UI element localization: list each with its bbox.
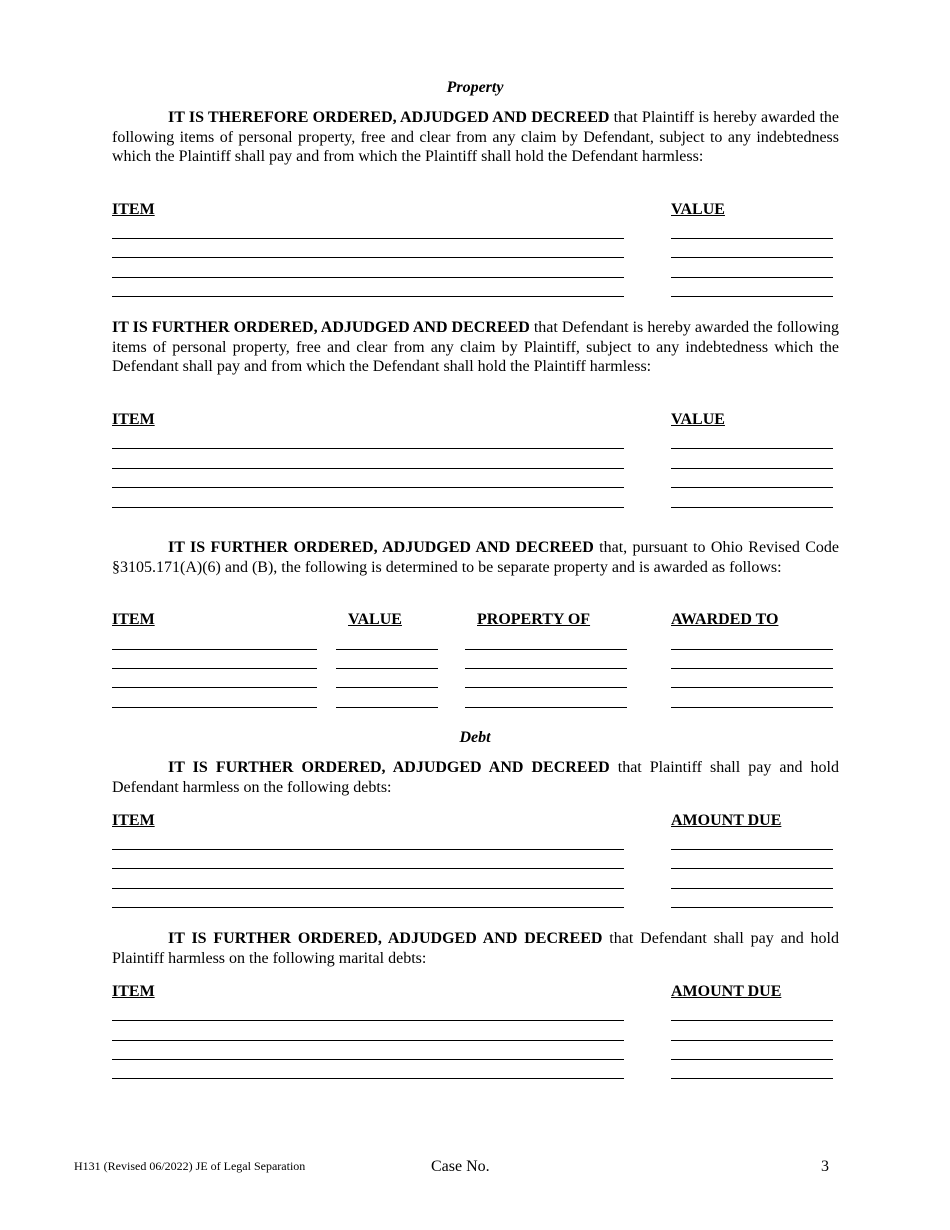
value-blank-line[interactable] xyxy=(671,507,833,508)
property-of-blank-line[interactable] xyxy=(465,687,627,688)
awarded-to-blank-line[interactable] xyxy=(671,687,833,688)
item-blank-line[interactable] xyxy=(112,296,624,297)
plaintiff-property-paragraph xyxy=(112,108,839,167)
item-blank-line[interactable] xyxy=(112,487,624,488)
value-blank-line[interactable] xyxy=(671,257,833,258)
value-blank-line[interactable] xyxy=(336,649,438,650)
item-blank-line[interactable] xyxy=(112,668,317,669)
property-of-blank-line[interactable] xyxy=(465,668,627,669)
form-identifier: H131 (Revised 06/2022) JE of Legal Separation xyxy=(74,1159,306,1173)
defendant-property-paragraph xyxy=(112,318,839,377)
item-column-header: ITEM xyxy=(112,812,155,829)
item-blank-line[interactable] xyxy=(112,687,317,688)
awarded-to-column-header: AWARDED TO xyxy=(671,611,779,628)
awarded-to-blank-line[interactable] xyxy=(671,649,833,650)
item-blank-line[interactable] xyxy=(112,238,624,239)
amount-blank-line[interactable] xyxy=(671,888,833,889)
item-blank-line[interactable] xyxy=(112,849,624,850)
value-blank-line[interactable] xyxy=(336,668,438,669)
order-text: that Defendant shall pay and hold Plaintiff harmless on the following marital debts: xyxy=(112,930,839,967)
item-blank-line[interactable] xyxy=(112,868,624,869)
value-column-header: VALUE xyxy=(671,411,725,428)
value-blank-line[interactable] xyxy=(336,707,438,708)
property-of-blank-line[interactable] xyxy=(465,707,627,708)
value-column-header: VALUE xyxy=(348,611,402,628)
value-blank-line[interactable] xyxy=(671,277,833,278)
item-column-header: ITEM xyxy=(112,983,155,1000)
item-blank-line[interactable] xyxy=(112,1040,624,1041)
item-blank-line[interactable] xyxy=(112,277,624,278)
order-lead: IT IS FURTHER ORDERED, ADJUDGED AND DECREED xyxy=(112,319,530,336)
amount-blank-line[interactable] xyxy=(671,849,833,850)
awarded-to-blank-line[interactable] xyxy=(671,668,833,669)
property-of-blank-line[interactable] xyxy=(465,649,627,650)
amount-blank-line[interactable] xyxy=(671,868,833,869)
item-blank-line[interactable] xyxy=(112,1059,624,1060)
value-blank-line[interactable] xyxy=(671,448,833,449)
value-blank-line[interactable] xyxy=(671,487,833,488)
item-blank-line[interactable] xyxy=(112,257,624,258)
item-blank-line[interactable] xyxy=(112,707,317,708)
value-column-header: VALUE xyxy=(671,201,725,218)
plaintiff-debts-paragraph xyxy=(112,758,839,797)
item-blank-line[interactable] xyxy=(112,649,317,650)
item-column-header: ITEM xyxy=(112,611,155,628)
item-blank-line[interactable] xyxy=(112,907,624,908)
order-lead: IT IS FURTHER ORDERED, ADJUDGED AND DECREED xyxy=(168,539,594,556)
item-blank-line[interactable] xyxy=(112,1078,624,1079)
page-number: 3 xyxy=(821,1158,829,1175)
amount-blank-line[interactable] xyxy=(671,1059,833,1060)
amount-blank-line[interactable] xyxy=(671,1078,833,1079)
separate-property-paragraph xyxy=(112,538,839,577)
item-blank-line[interactable] xyxy=(112,507,624,508)
value-blank-line[interactable] xyxy=(671,296,833,297)
item-blank-line[interactable] xyxy=(112,468,624,469)
amount-blank-line[interactable] xyxy=(671,1040,833,1041)
value-blank-line[interactable] xyxy=(671,238,833,239)
awarded-to-blank-line[interactable] xyxy=(671,707,833,708)
item-column-header: ITEM xyxy=(112,201,155,218)
value-blank-line[interactable] xyxy=(336,687,438,688)
item-blank-line[interactable] xyxy=(112,888,624,889)
property-of-column-header: PROPERTY OF xyxy=(477,611,591,628)
amount-blank-line[interactable] xyxy=(671,1020,833,1021)
order-text: that Defendant is hereby awarded the following items of personal property, free and clear from any claim by Plaintiff, subject to any indebtedness which the Defendant shall pay and from which the Defendant shall hold the Plaintiff harmless: xyxy=(112,319,839,376)
order-text: that, pursuant to Ohio Revised Code §3105.171(A)(6) and (B), the following is determined to be separate property and is awarded as follows: xyxy=(112,539,839,576)
order-text: that Plaintiff shall pay and hold Defendant harmless on the following debts: xyxy=(112,759,839,796)
debt-heading: Debt xyxy=(459,729,491,746)
property-heading: Property xyxy=(446,79,504,96)
value-blank-line[interactable] xyxy=(671,468,833,469)
amount-due-column-header: AMOUNT DUE xyxy=(671,812,782,829)
amount-due-column-header: AMOUNT DUE xyxy=(671,983,782,1000)
case-number-label: Case No. xyxy=(431,1158,490,1175)
item-blank-line[interactable] xyxy=(112,1020,624,1021)
order-lead: IT IS FURTHER ORDERED, ADJUDGED AND DECREED xyxy=(168,930,603,947)
item-blank-line[interactable] xyxy=(112,448,624,449)
order-text: that Plaintiff is hereby awarded the following items of personal property, free and clear from any claim by Defendant, subject to any indebtedness which the Plaintiff shall pay and from which the Plaintiff shall hold the Defendant harmless: xyxy=(112,109,840,166)
order-lead: IT IS THEREFORE ORDERED, ADJUDGED AND DECREED xyxy=(168,109,610,126)
order-lead: IT IS FURTHER ORDERED, ADJUDGED AND DECREED xyxy=(168,759,610,776)
defendant-debts-paragraph xyxy=(112,929,839,968)
amount-blank-line[interactable] xyxy=(671,907,833,908)
item-column-header: ITEM xyxy=(112,411,155,428)
